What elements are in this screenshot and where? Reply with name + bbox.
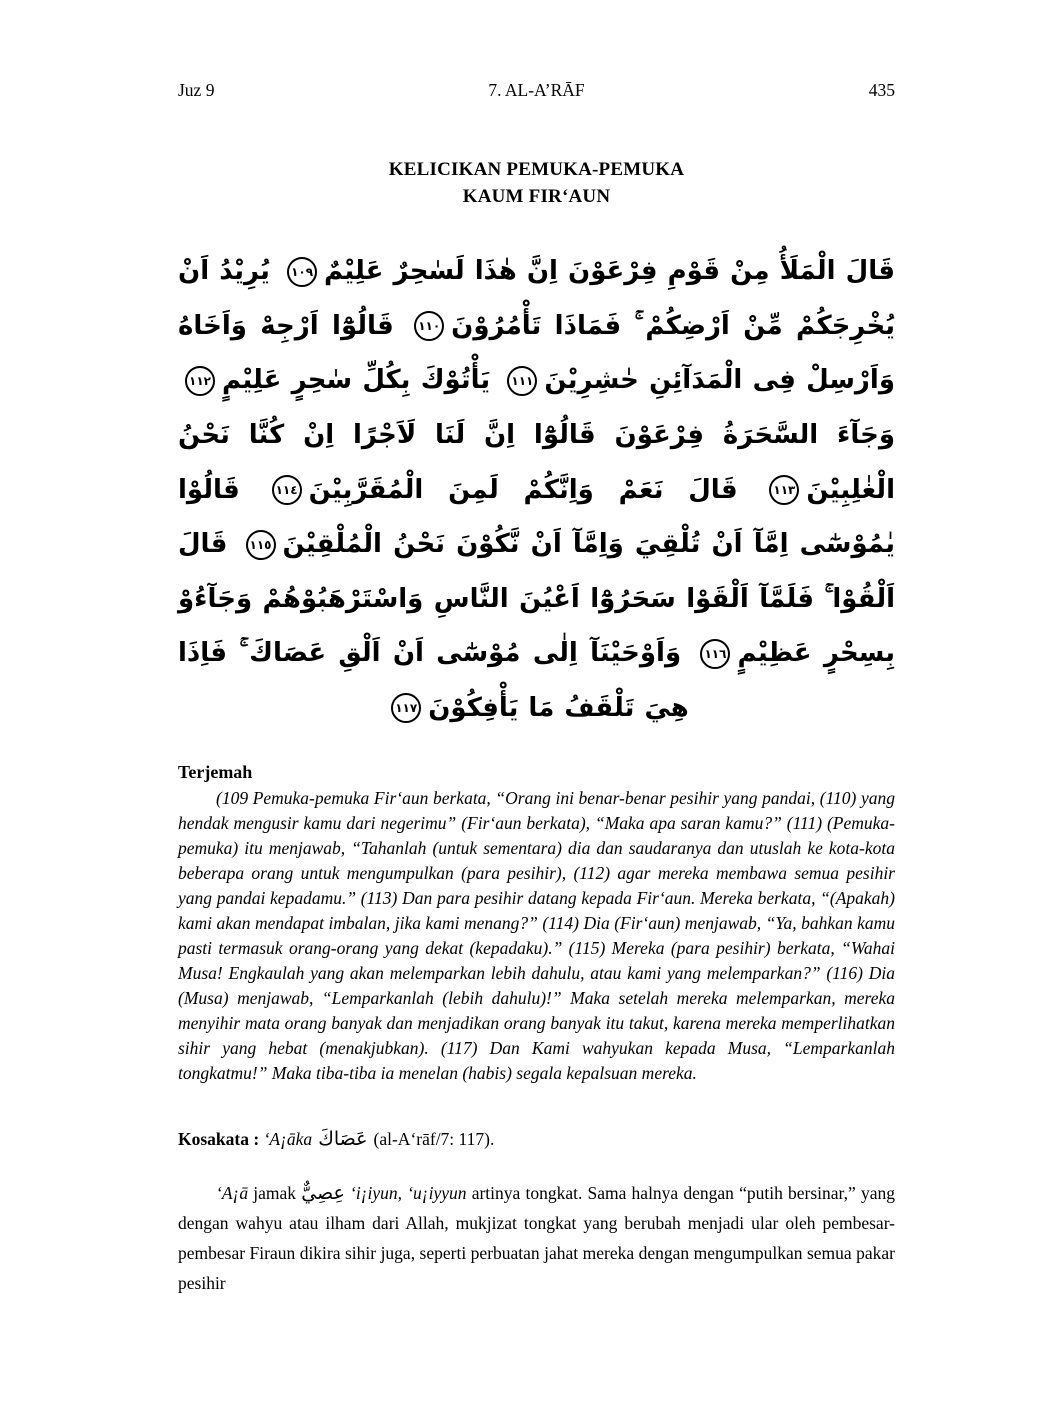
verse-number-badge: ١١٤ (272, 475, 302, 505)
header-page-number: 435 (868, 80, 895, 100)
verse-number-badge: ١١١ (507, 366, 537, 396)
explanation-plain-2: artinya tongkat. Sama halnya dengan “putih bersinar,” yang dengan wahyu atau ilham dari Allah, mukjizat tongkat yang berubah menjadi ular oleh pembesar-pembesar Firaun dikira sihir juga, seperti perbuatan jahat mereka dengan mengumpulkan semua pakar pesihir (178, 1182, 896, 1293)
explanation-translit-2: ‘i¡iyun, ‘u¡iyyun (344, 1182, 467, 1203)
quran-verses (178, 244, 895, 735)
kosakata-label: Kosakata : (178, 1128, 264, 1149)
header-surah-name: 7. AL-A’RĀF (488, 80, 585, 100)
verse-text: وَاَوْحَيْنَآ اِلٰى مُوْسٰٓى اَنْ اَلْقِ عَصَاكَ ۚ فَاِذَا هِيَ تَلْقَفُ مَا يَأْفِكُوْنَ (178, 638, 689, 723)
kosakata-word-transliteration: ‘A¡āka (263, 1128, 313, 1149)
verse-number-badge: ١١٢ (185, 366, 215, 396)
verse-text: قَالُوْٓا اَرْجِهْ وَاَخَاهُ وَاَرْسِلْ فِى الْمَدَآئِنِ حٰشِرِيْنَ (178, 310, 895, 396)
terjemah-paragraph: (109 Pemuka-pemuka Fir‘aun berkata, “Orang ini benar-benar pesihir yang pandai, (110) yang hendak mengusir kamu dari negerimu” (Fir‘aun berkata), “Maka apa saran kamu?” (111) (Pemuka-pemuka) itu menjawab, “Tahanlah (untuk sementara) dia dan saudaranya dan utuslah ke kota-kota beberapa orang untuk mengumpulkan (para pesihir), (112) agar mereka membawa semua pesihir yang pandai kepadamu.” (113) Dan para pesihir datang kepada Fir‘aun. Mereka berkata, “(Apakah) kami akan mendapat imbalan, jika kami menang?” (114) Dia (Fir‘aun) menjawab, “Ya, bahkan kamu pasti termasuk orang-orang yang dekat (kepadaku).” (115) Mereka (para pesihir) berkata, “Wahai Musa! Engkaulah yang akan melemparkan lebih dahulu, atau kami yang melemparkan?” (116) Dia (Musa) menjawab, “Lemparkanlah (lebih dahulu)!” Maka setelah mereka melemparkan, mereka menyihir mata orang banyak dan menjadikan orang banyak itu takut, karena mereka memperlihatkan sihir yang hebat (menakjubkan). (117) Dan Kami wahyukan kepada Musa, “Lemparkanlah tongkatmu!” Maka tiba-tiba ia menelan (habis) segala kepalsuan mereka. (178, 787, 895, 1083)
verse-text: قَالُوْا يٰمُوْسٰٓى اِمَّآ اَنْ تُلْقِيَ وَاِمَّآ اَنْ نَّكُوْنَ نَحْنُ الْمُلْقِيْنَ (178, 474, 895, 560)
verse-number-badge: ١١٧ (391, 693, 421, 723)
verse-text: وَجَآءَ السَّحَرَةُ فِرْعَوْنَ قَالُوْٓا اِنَّ لَنَا لَاَجْرًا اِنْ كُنَّا نَحْنُ الْغٰلِبِيْنَ (178, 419, 895, 505)
terjemah-heading: Terjemah (178, 761, 253, 782)
page-header (178, 80, 895, 101)
verse-number-badge: ١١٥ (246, 530, 276, 560)
verse-text: قَالَ اَلْقُوْا ۚ فَلَمَّآ اَلْقَوْا سَحَرُوْٓا اَعْيُنَ النَّاسِ وَاسْتَرْهَبُوْهُمْ وَجَآءُوْ بِسِحْرٍ عَظِيْمٍ (178, 529, 895, 669)
kosakata-reference: (al-A‘rāf/7: 117). (373, 1128, 495, 1149)
section-title-line1: KELICIKAN PEMUKA-PEMUKA (388, 159, 685, 180)
header-juz: Juz 9 (178, 80, 215, 100)
kosakata-explanation-paragraph (178, 1178, 895, 1298)
verse-text: يُرِيْدُ اَنْ يُخْرِجَكُمْ مِّنْ اَرْضِكُمْ ۚ فَمَاذَا تَأْمُرُوْنَ (178, 256, 895, 341)
verse-text: قَالَ الْمَلَأُ مِنْ قَوْمِ فِرْعَوْنَ اِنَّ هٰذَا لَسٰحِرٌ عَلِيْمٌ (324, 256, 895, 287)
verse-number-badge: ١٠٩ (287, 257, 317, 287)
verse-number-badge: ١١٦ (700, 639, 730, 669)
verse-text: يَأْتُوْكَ بِكُلِّ سٰحِرٍ عَلِيْمٍ (222, 365, 491, 396)
verse-text: قَالَ نَعَمْ وَاِنَّكُمْ لَمِنَ الْمُقَرَّبِيْنَ (308, 474, 738, 505)
section-title (178, 157, 895, 210)
verse-number-badge: ١١٠ (414, 311, 444, 341)
kosakata-line (178, 1124, 895, 1154)
section-title-line2: KAUM FIR‘AUN (462, 185, 611, 207)
verse-number-badge: ١١٣ (769, 475, 799, 505)
explanation-plain-1: jamak (248, 1182, 302, 1203)
explanation-translit-1: ‘A¡ā (216, 1182, 249, 1203)
kosakata-word-arabic: عَصَاكَ (312, 1127, 374, 1150)
explanation-arabic-word: عِصِيٌّ (301, 1181, 345, 1204)
